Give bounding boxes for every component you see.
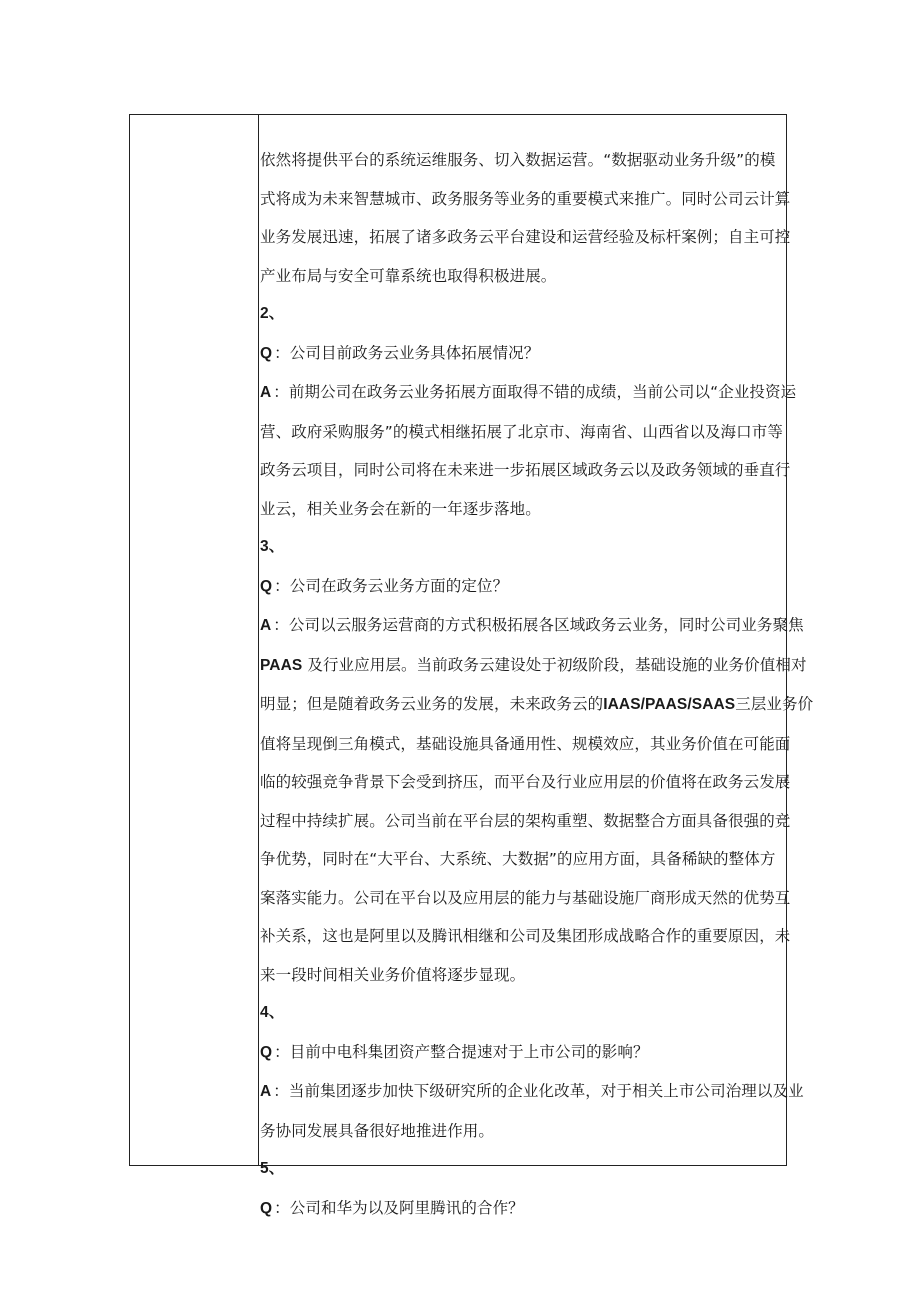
item-number-2: [260, 295, 784, 334]
answer-label: A: [260, 384, 272, 401]
question-label: Q: [260, 577, 273, 595]
question-text: ：公司和华为以及阿里腾讯的合作？: [274, 1198, 524, 1217]
item-number: 4、: [260, 1004, 285, 1021]
answer-text: 业云，相关业务会在新的一年逐步落地。: [260, 499, 541, 518]
question-4: [260, 1033, 784, 1073]
question-3: [260, 567, 784, 607]
answer-label: A: [260, 617, 272, 634]
answer-text: 来一段时间相关业务价值将逐步显现。: [260, 965, 526, 984]
intro-paragraph: [260, 141, 791, 295]
question-label: Q: [260, 1199, 273, 1217]
item-number: 3、: [260, 538, 285, 555]
answer-term-bold: IAAS/PAAS/SAAS: [603, 696, 736, 713]
answer-term-bold: PAAS: [260, 656, 303, 674]
answer-4: [260, 1072, 804, 1150]
document-table: [129, 114, 814, 1217]
answer-text: 明显；但是随着政务云业务的发展，未来政务云的: [260, 695, 604, 713]
answer-text: ：公司以云服务运营商的方式积极拓展各区域政务云业务，同时公司业务聚焦: [273, 616, 804, 634]
answer-text: 三层业务价: [735, 695, 814, 713]
answer-text: 案落实能力。公司在平台以及应用层的能力与基础设施厂商形成天然的优势互: [260, 888, 791, 907]
question-label: Q: [260, 344, 273, 362]
item-number-3: [260, 528, 784, 567]
answer-text: 争优势，同时在“大平台、大系统、大数据”的应用方面，具备稀缺的整体方: [260, 850, 776, 868]
text-line: 业务发展迅速，拓展了诸多政务云平台建设和运营经验及标杆案例；自主可控: [260, 228, 791, 246]
answer-text: 及行业应用层。当前政务云建设处于初级阶段，基础设施的业务价值相对: [307, 655, 807, 674]
text-line: 产业布局与安全可靠系统也取得积极进展。: [260, 266, 557, 285]
table-right-cell: [259, 115, 814, 1217]
answer-2: [260, 373, 797, 528]
answer-text: ：前期公司在政务云业务拓展方面取得不错的成绩，当前公司以“企业投资运: [273, 383, 797, 401]
answer-text: 临的较强竞争背景下会受到挤压，而平台及行业应用层的价值将在政务云发展: [260, 773, 791, 791]
question-text: ：公司在政务云业务方面的定位？: [274, 576, 509, 595]
question-label: Q: [260, 1043, 273, 1061]
answer-text: 务协同发展具备很好地推进作用。: [260, 1121, 495, 1140]
answer-text: 补关系，这也是阿里以及腾讯相继和公司及集团形成战略合作的重要原因，未: [260, 927, 791, 945]
text-line: 依然将提供平台的系统运维服务、切入数据运营。“数据驱动业务升级”的模: [260, 151, 776, 169]
item-number-5: [260, 1150, 784, 1189]
item-number: 5、: [260, 1160, 285, 1177]
item-number: 2、: [260, 305, 285, 322]
answer-label: A: [260, 1083, 272, 1100]
question-text: ：目前中电科集团资产整合提速对于上市公司的影响？: [274, 1042, 649, 1061]
question-text: ：公司目前政务云业务具体拓展情况？: [274, 343, 540, 362]
text-line: 式将成为未来智慧城市、政务服务等业务的重要模式来推广。同时公司云计算: [260, 189, 791, 208]
answer-3: [260, 606, 814, 994]
item-number-4: [260, 994, 784, 1033]
question-5: [260, 1189, 784, 1229]
answer-text: 值将呈现倒三角模式，基础设施具备通用性、规模效应，其业务价值在可能面: [260, 734, 791, 753]
answer-text: ：当前集团逐步加快下级研究所的企业化改革，对于相关上市公司治理以及业: [273, 1082, 804, 1100]
answer-text: 政务云项目，同时公司将在未来进一步拓展区域政务云以及政务领域的垂直行: [260, 461, 791, 479]
question-2: [260, 334, 784, 374]
table-left-cell: [130, 115, 259, 1165]
answer-text: 过程中持续扩展。公司当前在平台层的架构重塑、数据整合方面具备很强的竞: [260, 811, 791, 830]
answer-text: 营、政府采购服务”的模式相继拓展了北京市、海南省、山西省以及海口市等: [260, 422, 783, 441]
